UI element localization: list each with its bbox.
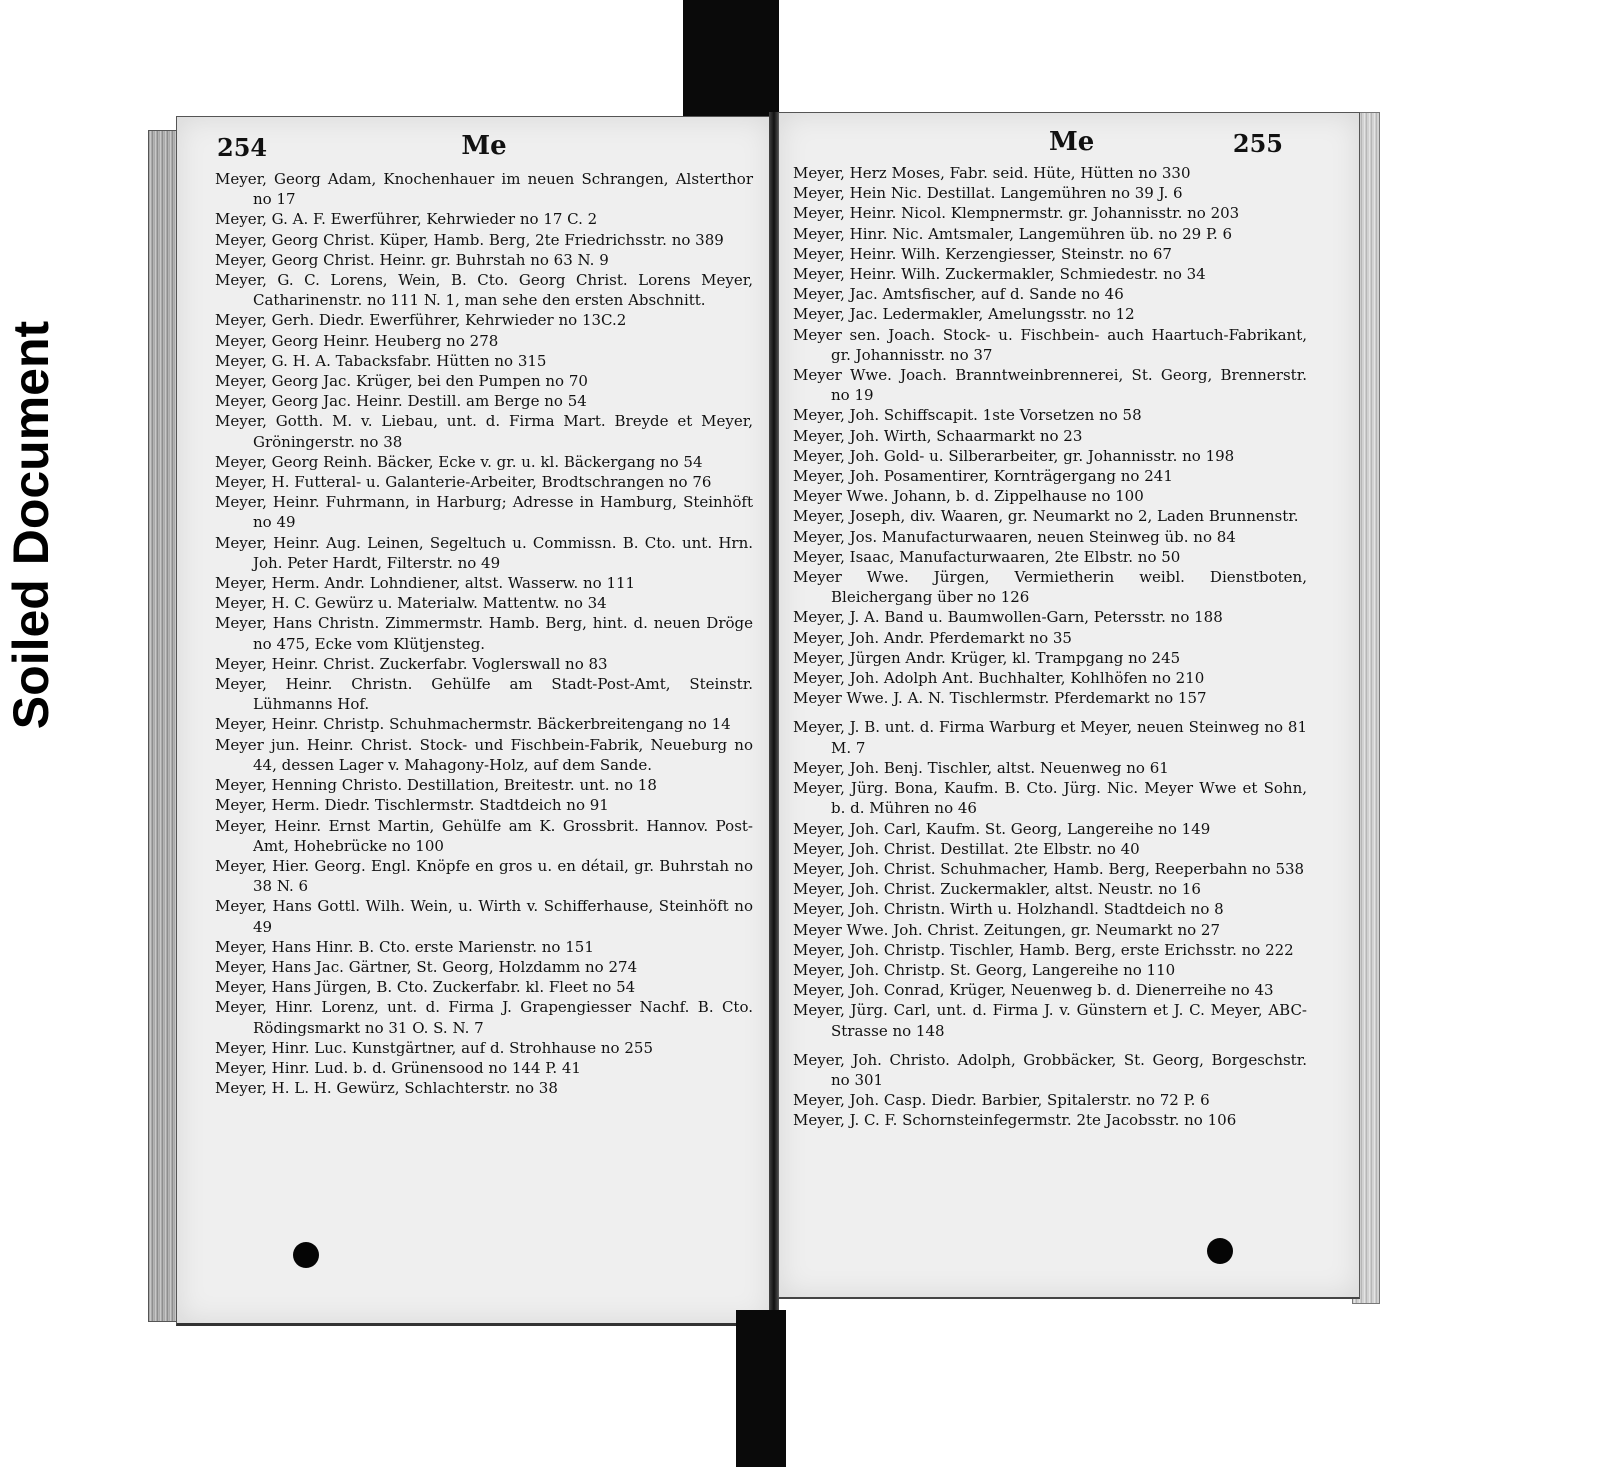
page-number: 255: [1232, 129, 1283, 158]
directory-entry: Meyer, Joh. Benj. Tischler, altst. Neuenweg no 61: [793, 758, 1169, 777]
directory-entry: Meyer, Joh. Carl, Kaufm. St. Georg, Langereihe no 149: [793, 819, 1211, 838]
directory-entry: Meyer, Heinr. Aug. Leinen, Segeltuch u. Commissn. B. Cto. unt. Hrn. Joh. Peter Hardt, Filterstr. no 49: [215, 533, 753, 572]
directory-entry: Meyer, Jos. Manufacturwaaren, neuen Steinweg üb. no 84: [793, 527, 1236, 546]
directory-entry: Meyer, Joh. Wirth, Schaarmarkt no 23: [793, 426, 1083, 445]
binding-strap-top: [683, 0, 779, 118]
directory-entry: Meyer, Georg Christ. Küper, Hamb. Berg, 2te Friedrichsstr. no 389: [215, 230, 724, 249]
directory-entry: Meyer, Joh. Casp. Diedr. Barbier, Spitalerstr. no 72 P. 6: [793, 1091, 1210, 1110]
directory-entry: Meyer, Heinr. Christn. Gehülfe am Stadt-Post-Amt, Steinstr. Lühmanns Hof.: [215, 675, 753, 714]
right-page: [778, 112, 1360, 1299]
directory-entry: Meyer, G. C. Lorens, Wein, B. Cto. Georg Christ. Lorens Meyer, Catharinenstr. no 111 N. 1, man sehe den ersten Abschnitt.: [215, 271, 753, 310]
directory-entry: Meyer, Georg Jac. Heinr. Destill. am Berge no 54: [215, 392, 587, 411]
directory-entry: Meyer, Heinr. Nicol. Klempnermstr. gr. Johannisstr. no 203: [793, 204, 1240, 223]
directory-entry: Meyer, Hinr. Luc. Kunstgärtner, auf d. Strohhause no 255: [215, 1038, 653, 1057]
directory-entry: Meyer, Jürg. Carl, unt. d. Firma J. v. Günstern et J. C. Meyer, ABC-Strasse no 148: [793, 1001, 1307, 1040]
page-number: 254: [217, 133, 268, 162]
directory-entry: Meyer, Joh. Gold- u. Silberarbeiter, gr. Johannisstr. no 198: [793, 446, 1235, 465]
ink-blot: [293, 1242, 319, 1268]
directory-entry: Meyer Wwe. Joach. Branntweinbrennerei, St. Georg, Brennerstr. no 19: [793, 366, 1307, 405]
directory-entry: Meyer, Hein Nic. Destillat. Langemühren no 39 J. 6: [793, 184, 1183, 203]
directory-entry: Meyer jun. Heinr. Christ. Stock- und Fischbein-Fabrik, Neueburg no 44, dessen Lager v. Mahagony-Holz, auf dem Sande.: [215, 735, 753, 774]
directory-entry: Meyer, Herz Moses, Fabr. seid. Hüte, Hütten no 330: [793, 164, 1191, 182]
directory-entry: Meyer, Jürg. Bona, Kaufm. B. Cto. Jürg. Nic. Meyer Wwe et Sohn, b. d. Mühren no 46: [793, 779, 1307, 818]
right-entries-list: [793, 163, 1307, 1131]
running-head: Me: [461, 131, 507, 161]
directory-entry: Meyer, Heinr. Christp. Schuhmachermstr. Bäckerbreitengang no 14: [215, 715, 731, 734]
directory-entry: Meyer, Joh. Christ. Destillat. 2te Elbstr. no 40: [793, 839, 1140, 858]
directory-entry: Meyer, Georg Reinh. Bäcker, Ecke v. gr. u. kl. Bäckergang no 54: [215, 452, 703, 471]
directory-entry: Meyer sen. Joach. Stock- u. Fischbein- auch Haartuch-Fabrikant, gr. Johannisstr. no 37: [793, 325, 1307, 364]
directory-entry: Meyer, Georg Adam, Knochenhauer im neuen Schrangen, Alsterthor no 17: [215, 170, 753, 209]
running-head: Me: [1049, 127, 1095, 157]
directory-entry: Meyer Wwe. Joh. Christ. Zeitungen, gr. Neumarkt no 27: [793, 920, 1221, 939]
directory-entry: Meyer, Heinr. Fuhrmann, in Harburg; Adresse in Hamburg, Steinhöft no 49: [215, 493, 753, 532]
directory-entry: Meyer, Hans Hinr. B. Cto. erste Marienstr. no 151: [215, 937, 594, 956]
directory-entry: Meyer, Joh. Adolph Ant. Buchhalter, Kohlhöfen no 210: [793, 669, 1205, 688]
right-page-header: [819, 127, 1339, 163]
directory-entry: Meyer, Georg Christ. Heinr. gr. Buhrstah no 63 N. 9: [215, 250, 609, 269]
directory-entry: Meyer, Joh. Posamentirer, Kornträgergang no 241: [793, 467, 1173, 486]
directory-entry: Meyer, Henning Christo. Destillation, Breitestr. unt. no 18: [215, 776, 657, 795]
directory-entry: Meyer Wwe. J. A. N. Tischlermstr. Pferdemarkt no 157: [793, 689, 1207, 708]
directory-entry: Meyer, Joh. Christp. Tischler, Hamb. Berg, erste Erichsstr. no 222: [793, 940, 1294, 959]
directory-entry: Meyer, Joh. Andr. Pferdemarkt no 35: [793, 628, 1072, 647]
directory-entry: Meyer, Hinr. Lud. b. d. Grünensood no 144 P. 41: [215, 1058, 581, 1077]
ink-blot: [1207, 1238, 1233, 1264]
directory-entry: Meyer, Gerh. Diedr. Ewerführer, Kehrwieder no 13C.2: [215, 311, 627, 330]
directory-entry: Meyer, Isaac, Manufacturwaaren, 2te Elbstr. no 50: [793, 547, 1181, 566]
directory-entry: Meyer, Hinr. Lorenz, unt. d. Firma J. Grapengiesser Nachf. B. Cto. Rödingsmarkt no 31 O. S. N. 7: [215, 998, 753, 1037]
directory-entry: Meyer, Hier. Georg. Engl. Knöpfe en gros u. en détail, gr. Buhrstah no 38 N. 6: [215, 856, 753, 896]
directory-entry: Meyer, Georg Heinr. Heuberg no 278: [215, 331, 499, 350]
directory-entry: Meyer, Heinr. Wilh. Zuckermakler, Schmiedestr. no 34: [793, 265, 1206, 284]
directory-entry: Meyer, Joseph, div. Waaren, gr. Neumarkt no 2, Laden Brunnenstr.: [793, 507, 1299, 526]
directory-entry: Meyer, Heinr. Christ. Zuckerfabr. Voglerswall no 83: [215, 654, 608, 673]
directory-entry: Meyer, J. A. Band u. Baumwollen-Garn, Petersstr. no 188: [793, 608, 1223, 627]
directory-entry: Meyer, J. B. unt. d. Firma Warburg et Meyer, neuen Steinweg no 81 M. 7: [793, 718, 1307, 757]
directory-entry: Meyer, Joh. Christp. St. Georg, Langereihe no 110: [793, 960, 1176, 979]
directory-entry: Meyer, Heinr. Ernst Martin, Gehülfe am K. Grossbrit. Hannov. Post-Amt, Hohebrücke no 100: [215, 816, 753, 855]
directory-entry: Meyer, H. Futteral- u. Galanterie-Arbeiter, Brodtschrangen no 76: [215, 473, 712, 492]
left-page: [176, 116, 772, 1326]
directory-entry: Meyer, Hans Jürgen, B. Cto. Zuckerfabr. kl. Fleet no 54: [215, 978, 636, 997]
directory-entry: Meyer, Joh. Schiffscapit. 1ste Vorsetzen no 58: [793, 406, 1142, 425]
directory-entry: Meyer, G. H. A. Tabacksfabr. Hütten no 315: [215, 351, 547, 370]
directory-entry: Meyer, Joh. Christ. Schuhmacher, Hamb. Berg, Reeperbahn no 538: [793, 859, 1305, 878]
directory-entry: Meyer, Joh. Christ. Zuckermakler, altst. Neustr. no 16: [793, 880, 1201, 899]
directory-entry: Meyer, Heinr. Wilh. Kerzengiesser, Steinstr. no 67: [793, 244, 1172, 263]
directory-entry: Meyer, H. L. H. Gewürz, Schlachterstr. no 38: [215, 1079, 558, 1098]
directory-entry: Meyer, Gotth. M. v. Liebau, unt. d. Firma Mart. Breyde et Meyer, Gröningerstr. no 38: [215, 412, 753, 451]
left-entries-list: [215, 169, 753, 1098]
directory-entry: Meyer, Jac. Amtsfischer, auf d. Sande no 46: [793, 285, 1124, 304]
soiled-document-stamp: [3, 265, 59, 785]
directory-entry: Meyer, Jürgen Andr. Krüger, kl. Trampgang no 245: [793, 648, 1181, 667]
directory-entry: Meyer, Joh. Conrad, Krüger, Neuenweg b. d. Dienerreihe no 43: [793, 981, 1274, 1000]
directory-entry: Meyer, Hinr. Nic. Amtsmaler, Langemühren üb. no 29 P. 6: [793, 224, 1233, 243]
stamp-text: Soiled Document: [3, 320, 59, 730]
binding-strap-bottom: [736, 1310, 786, 1467]
directory-entry: Meyer, J. C. F. Schornsteinfegermstr. 2te Jacobsstr. no 106: [793, 1111, 1237, 1130]
open-book: [148, 112, 1380, 1332]
directory-entry: Meyer, Joh. Christn. Wirth u. Holzhandl. Stadtdeich no 8: [793, 900, 1224, 919]
directory-entry: Meyer Wwe. Jürgen, Vermietherin weibl. Dienstboten, Bleichergang über no 126: [793, 568, 1307, 607]
directory-entry: Meyer, Jac. Ledermakler, Amelungsstr. no 12: [793, 305, 1135, 324]
directory-entry: Meyer, Hans Jac. Gärtner, St. Georg, Holzdamm no 274: [215, 957, 638, 976]
directory-entry: Meyer, Hans Christn. Zimmermstr. Hamb. Berg, hint. d. neuen Dröge no 475, Ecke vom Klütjensteg.: [215, 614, 753, 653]
directory-entry: Meyer, Herm. Andr. Lohndiener, altst. Wasserw. no 111: [215, 574, 636, 593]
directory-entry: Meyer, H. C. Gewürz u. Materialw. Mattentw. no 34: [215, 594, 607, 613]
directory-entry: Meyer, Georg Jac. Krüger, bei den Pumpen no 70: [215, 372, 588, 391]
directory-entry: Meyer, Hans Gottl. Wilh. Wein, u. Wirth v. Schifferhause, Steinhöft no 49: [215, 897, 753, 936]
directory-entry: Meyer Wwe. Johann, b. d. Zippelhause no 100: [793, 487, 1144, 506]
directory-entry: Meyer, Herm. Diedr. Tischlermstr. Stadtdeich no 91: [215, 796, 609, 815]
directory-entry: Meyer, Joh. Christo. Adolph, Grobbäcker, St. Georg, Borgeschstr. no 301: [793, 1050, 1307, 1089]
directory-entry: Meyer, G. A. F. Ewerführer, Kehrwieder no 17 C. 2: [215, 210, 598, 229]
left-page-header: [217, 131, 751, 167]
